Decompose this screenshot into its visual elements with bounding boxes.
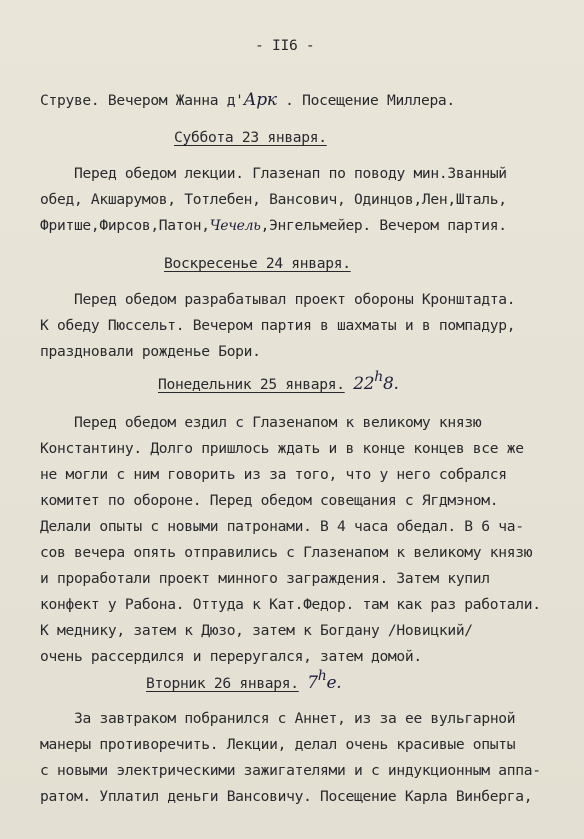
- handwritten-insertion: 7$^h$e.: [307, 668, 342, 693]
- handwritten-insertion: 22$^h$8.: [353, 369, 399, 394]
- text-line: очень рассердился и переругался, затем домой.: [40, 648, 422, 665]
- date-heading: Воскресенье 24 января.: [164, 255, 351, 272]
- text-line: сов вечера опять отправились с Глазенапом к великому князю: [40, 544, 533, 561]
- text-line: Константину. Долго пришлось ждать и в конце концев все же: [40, 440, 524, 457]
- text-line: Перед обедом ездил с Глазенапом к великому князю: [74, 414, 482, 431]
- text-line: Делали опыты с новыми патронами. В 4 часа обедал. В 6 ча-: [40, 518, 524, 535]
- text-line: Фритше,Фирсов,Патон,Чечель,Энгельмейер. Вечером партия.: [40, 217, 507, 234]
- text-line: комитет по обороне. Перед обедом совещания с Ягдмэном.: [40, 492, 499, 509]
- text-line: и проработали проект минного заграждения. Затем купил: [40, 570, 490, 587]
- text-line: не могли с ним говорить из за того, что у него собрался: [40, 466, 507, 483]
- handwritten-insertion: Арк: [243, 90, 277, 110]
- text-line: Перед обедом лекции. Глазенап по поводу мин.Званный: [74, 165, 507, 182]
- handwritten-insertion: Чечель: [209, 218, 261, 234]
- text-line: ратом. Уплатил деньги Вансовичу. Посещение Карла Винберга,: [40, 788, 533, 805]
- date-heading: Суббота 23 января.: [174, 129, 327, 146]
- text-line: праздновали рожденье Бори.: [40, 343, 261, 360]
- text-line: За завтраком побранился с Аннет, из за ее вульгарной: [74, 710, 516, 727]
- text-line: обед, Акшарумов, Тотлебен, Вансович, Одинцов,Лен,Шталь,: [40, 191, 507, 208]
- page-number: - II6 -: [255, 37, 315, 54]
- date-heading: Понедельник 25 января. 22$^h$8.: [158, 369, 399, 394]
- date-heading: Вторник 26 января. 7$^h$e.: [146, 668, 342, 693]
- text-line: с новыми электрическими зажигателями и с индукционным аппа-: [40, 762, 541, 779]
- text-line: К обеду Пюссельт. Вечером партия в шахматы и в помпадур,: [40, 317, 516, 334]
- text-line: конфект у Рабона. Оттуда к Кат.Федор. там как раз работали.: [40, 596, 541, 613]
- text-line: К меднику, затем к Дюзо, затем к Богдану /Новицкий/: [40, 622, 473, 639]
- text-line: Струве. Вечером Жанна д'Арк . Посещение Миллера.: [40, 90, 455, 110]
- text-line: манеры противоречить. Лекции, делал очень красивые опыты: [40, 736, 516, 753]
- text-line: Перед обедом разрабатывал проект обороны Кронштадта.: [74, 291, 516, 308]
